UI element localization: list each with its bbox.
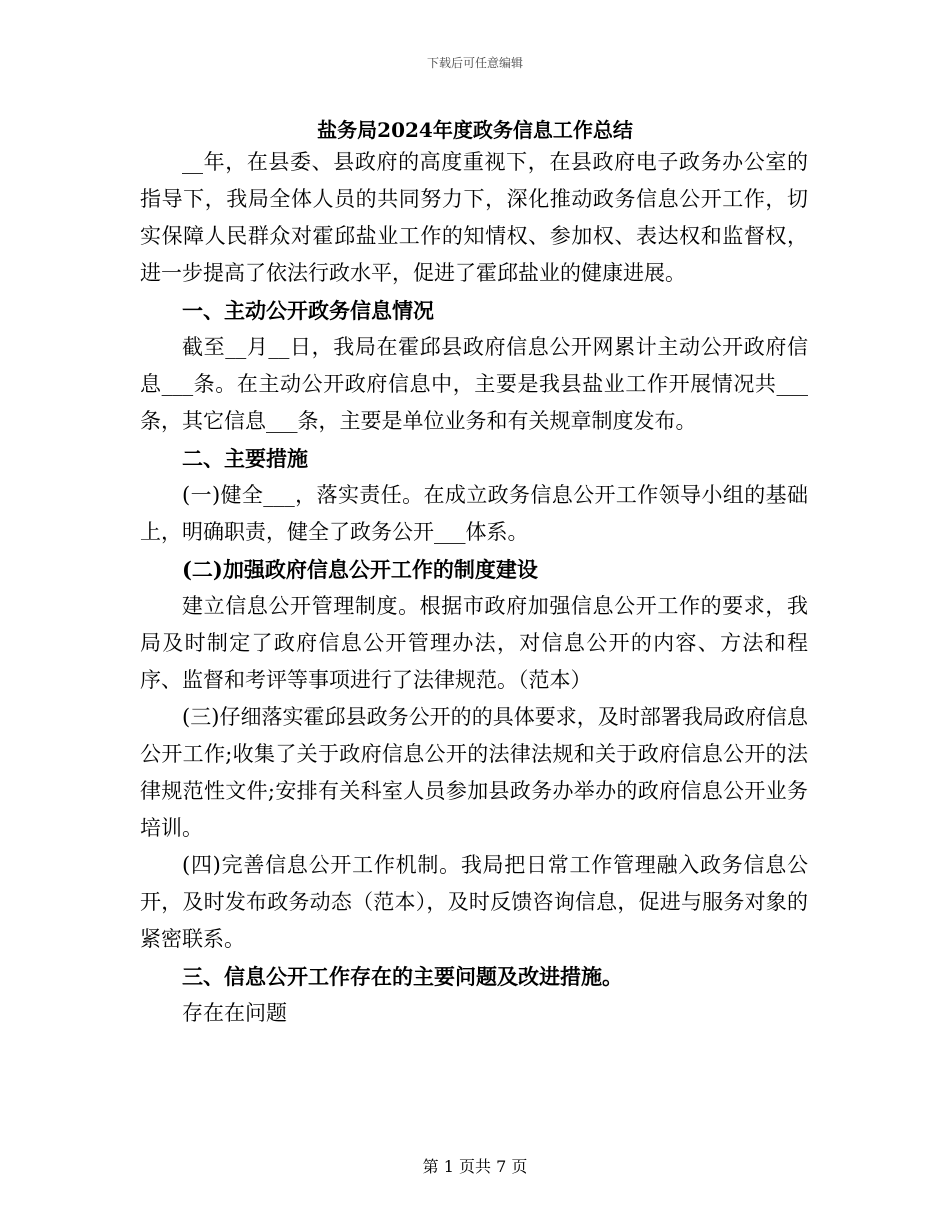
page-footer: 第 1 页共 7 页 (422, 1157, 528, 1176)
paragraph-measure-4: (四)完善信息公开工作机制。我局把日常工作管理融入政务信息公开，及时发布政务动态（范本），及时反馈咨询信息，促进与服务对象的紧密联系。 (140, 853, 808, 951)
section-heading-2: 二、主要措施 (182, 446, 308, 471)
document-body (140, 144, 808, 1032)
paragraph-measure-3: (三)仔细落实霍邱县政务公开的的具体要求，及时部署我局政府信息公开工作;收集了关于政府信息公开的法律法规和关于政府信息公开的法律规范性文件;安排有关科室人员参加县政务办举办的政府信息公开业务培训。 (140, 705, 808, 840)
paragraph-intro: __年，在县委、县政府的高度重视下，在县政府电子政务办公室的指导下，我局全体人员的共同努力下，深化推动政务信息公开工作，切实保障人民群众对霍邱盐业工作的知情权、参加权、表达权和监督权，进一步提高了依法行政水平，促进了霍邱盐业的健康进展。 (140, 150, 808, 285)
section-heading-1: 一、主动公开政务信息情况 (182, 298, 434, 323)
paragraph-issues: 存在在问题 (182, 1001, 287, 1025)
subheading-measure-2: (二)加强政府信息公开工作的制度建设 (182, 557, 538, 582)
header-note: 下载后可任意编辑 (426, 56, 523, 70)
section-heading-3: 三、信息公开工作存在的主要问题及改进措施。 (182, 964, 623, 989)
document-title: 盐务局2024年度政务信息工作总结 (317, 118, 633, 142)
paragraph-section-1: 截至__月__日，我局在霍邱县政府信息公开网累计主动公开政府信息___条。在主动公开政府信息中，主要是我县盐业工作开展情况共___条，其它信息___条，主要是单位业务和有关规章制度发布。 (140, 335, 808, 433)
paragraph-measure-2: 建立信息公开管理制度。根据市政府加强信息公开工作的要求，我局及时制定了政府信息公开管理办法，对信息公开的内容、方法和程序、监督和考评等事项进行了法律规范。（范本） (140, 594, 808, 692)
paragraph-measure-1: (一)健全___，落实责任。在成立政务信息公开工作领导小组的基础上，明确职责，健全了政务公开___体系。 (140, 483, 808, 544)
